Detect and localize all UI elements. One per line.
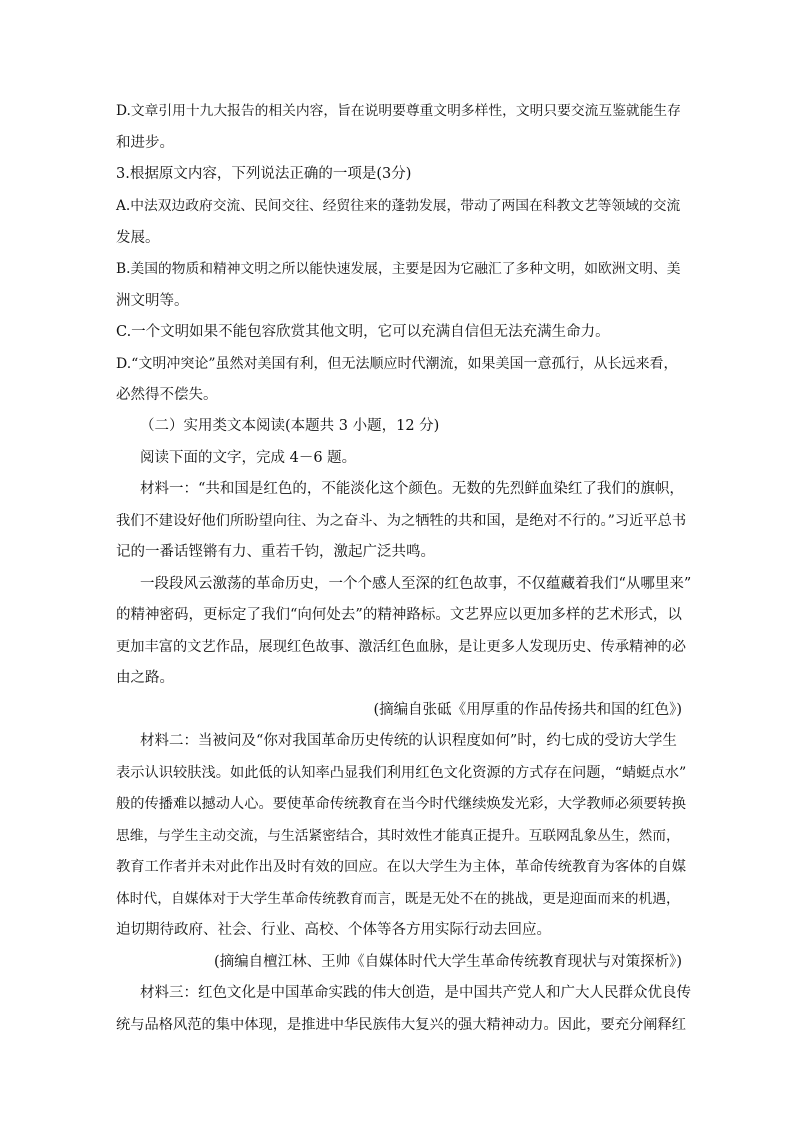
material-1-para1-line1: 材料一：“共和国是红色的，不能淡化这个颜色。无数的先烈鲜血染红了我们的旗帜， xyxy=(140,481,684,497)
reading-instruction: 阅读下面的文字，完成 4－6 题。 xyxy=(140,450,357,466)
section-heading: （二）实用类文本阅读(本题共 3 小题，12 分) xyxy=(140,418,440,434)
material-2-line7: 迫切期待政府、社会、行业、高校、个体等各方用实际行动去回应。 xyxy=(116,922,551,938)
material-1-para2-line4: 由之路。 xyxy=(116,670,174,686)
material-1-source: (摘编自张砥《用厚重的作品传扬共和国的红色》) xyxy=(373,702,682,718)
material-1-para1-line3: 记的一番话铿锵有力、重若千钧，激起广泛共鸣。 xyxy=(116,544,435,560)
material-2-line5: 教育工作者并未对此作出及时有效的回应。在以大学生为主体，革命传统教育为客体的自媒 xyxy=(116,859,687,875)
option-d-line2: 必然得不偿失。 xyxy=(116,387,218,403)
material-3-line1: 材料三：红色文化是中国革命实践的伟大创造，是中国共产党人和广大人民群众优良传 xyxy=(140,985,691,1001)
material-2-line3: 般的传播难以撼动人心。要使革命传统教育在当今时代继续焕发光彩，大学教师必须要转换 xyxy=(116,796,687,812)
material-1-para1-line2: 我们不建设好他们所盼望向往、为之奋斗、为之牺牲的共和国，是绝对不行的。”习近平总书 xyxy=(116,513,687,529)
material-2-line1: 材料二：当被问及“你对我国革命历史传统的认识程度如何”时，约七成的受访大学生 xyxy=(140,733,677,749)
option-a-line1: A.中法双边政府交流、民间交往、经贸往来的蓬勃发展，带动了两国在科教文艺等领域的交流 xyxy=(116,198,681,214)
option-a-line2: 发展。 xyxy=(116,230,160,246)
material-3-line2: 统与品格风范的集中体现，是推进中华民族伟大复兴的强大精神动力。因此，要充分阐释红 xyxy=(116,1017,687,1033)
option-d-q2-line2: 和进步。 xyxy=(116,135,174,151)
option-b-line1: B.美国的物质和精神文明之所以能快速发展，主要是因为它融汇了多种文明，如欧洲文明、美 xyxy=(116,261,681,277)
material-2-line4: 思维，与学生主动交流，与生活紧密结合，其时效性才能真正提升。互联网乱象丛生，然而， xyxy=(116,828,680,844)
option-b-line2: 洲文明等。 xyxy=(116,293,189,309)
option-c-line1: C.一个文明如果不能包容欣赏其他文明，它可以充满自信但无法充满生命力。 xyxy=(116,324,610,340)
material-2-line6: 体时代，自媒体对于大学生革命传统教育而言，既是无处不在的挑战，更是迎面而来的机遇， xyxy=(116,891,680,907)
material-1-para2-line2: 的精神密码，更标定了我们“向何处去”的精神路标。文艺界应以更加多样的艺术形式，以 xyxy=(116,607,682,623)
question-3-stem: 3.根据原文内容，下列说法正确的一项是(3分) xyxy=(116,166,412,182)
option-d-line1: D.“文明冲突论”虽然对美国有利，但无法顺应时代潮流，如果美国一意孤行，从长远来看， xyxy=(116,356,678,372)
material-2-source: (摘编自檀江林、王帅《自媒体时代大学生革命传统教育现状与对策探析》) xyxy=(213,954,682,970)
option-d-q2-line1: D.文章引用十九大报告的相关内容，旨在说明要尊重文明多样性，文明只要交流互鉴就能生存 xyxy=(116,103,681,119)
material-1-para2-line3: 更加丰富的文艺作品，展现红色故事、激活红色血脉，是让更多人发现历史、传承精神的必 xyxy=(116,639,687,655)
material-1-para2-line1: 一段段风云激荡的革命历史，一个个感人至深的红色故事，不仅蕴藏着我们“从哪里来” xyxy=(140,576,692,592)
material-2-line2: 表示认识较肤浅。如此低的认知率凸显我们利用红色文化资源的方式存在问题，“蜻蜓点水” xyxy=(116,765,687,781)
